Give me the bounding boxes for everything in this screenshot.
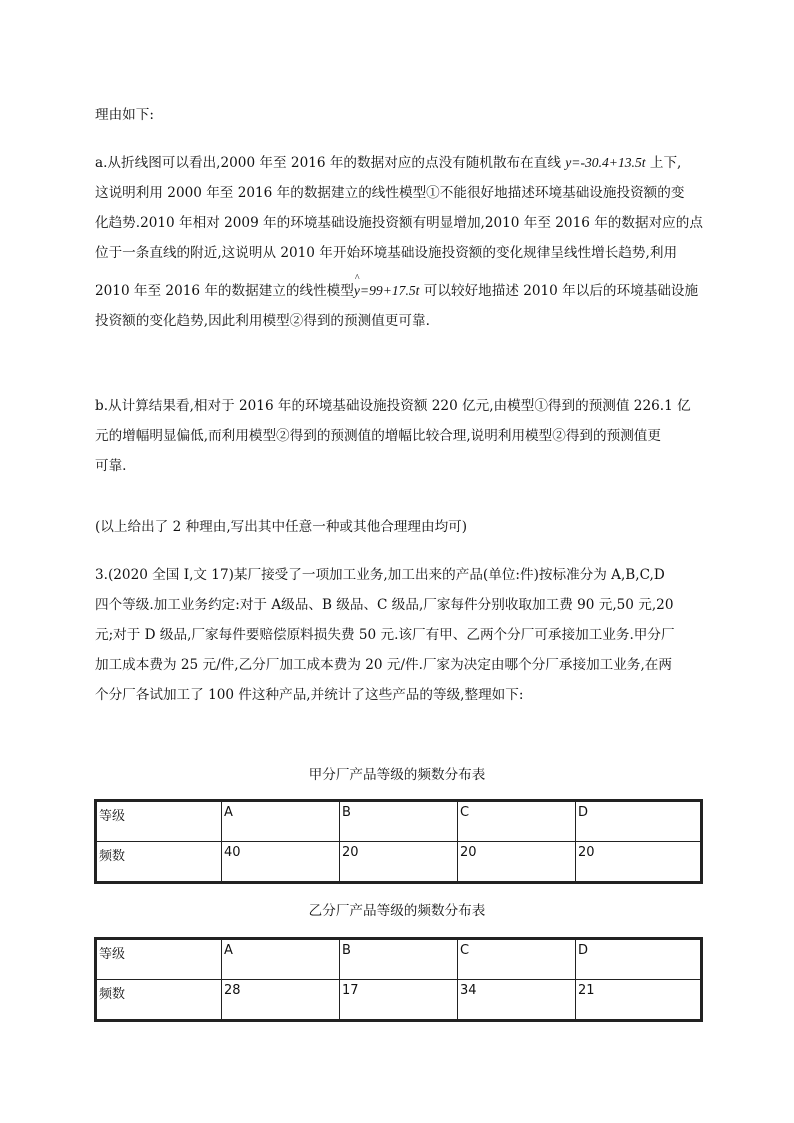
reason-b-line-3: 可靠. — [95, 458, 127, 474]
hat-symbol: ^ — [354, 273, 360, 284]
table-cell: 20 — [340, 842, 458, 883]
problem-3-line-1: 3.(2020 全国 Ⅰ,文 17)某厂接受了一项加工业务,加工出来的产品(单位:件)按标准分为 A,B,C,D — [95, 567, 665, 583]
table-cell: 34 — [458, 980, 576, 1021]
reason-a-line-5 — [95, 273, 705, 306]
problem-3-line-2: 四个等级.加工业务约定:对于 A级品、B 级品、C 级品,厂家每件分别收取加工费 90 元,50 元,20 — [95, 597, 674, 613]
table-cell: B — [340, 801, 458, 842]
problem-3-line-5: 个分厂各试加工了 100 件这种产品,并统计了这些产品的等级,整理如下: — [95, 687, 524, 703]
table-cell: C — [458, 939, 576, 980]
table-cell: B — [340, 939, 458, 980]
reason-a-line-2: 这说明利用 2000 年至 2016 年的数据建立的线性模型①不能很好地描述环境基础设施投资额的变 — [95, 185, 685, 201]
table-cell: 等级 — [96, 801, 222, 842]
reason-a-line-4: 位于一条直线的附近,这说明从 2010 年开始环境基础设施投资额的变化规律呈线性增长趋势,利用 — [95, 245, 678, 261]
reason-a-text: 上下, — [645, 155, 682, 171]
table-cell: 频数 — [96, 980, 222, 1021]
linear-model-2-equation — [353, 273, 360, 306]
frequency-table-yi — [94, 937, 703, 1022]
table-header-row — [96, 801, 702, 842]
note-paragraph — [95, 512, 705, 542]
reasons-heading — [95, 100, 705, 130]
table-cell: 17 — [340, 980, 458, 1021]
reason-b-paragraph — [95, 391, 705, 481]
reason-a-text: 可以较好地描述 2010 年以后的环境基础设施 — [419, 283, 699, 299]
problem-3-line-3: 元;对于 D 级品,厂家每件要赔偿原料损失费 50 元.该厂有甲、乙两个分厂可承接加工业务.甲分厂 — [95, 627, 675, 643]
frequency-table-jia — [94, 799, 703, 884]
table-cell: 20 — [458, 842, 576, 883]
table-cell: 20 — [576, 842, 702, 883]
y-symbol: y — [353, 283, 360, 298]
reason-a-line-1 — [95, 148, 705, 178]
table-1-caption: 甲分厂产品等级的频数分布表 — [308, 767, 486, 783]
table-cell: C — [458, 801, 576, 842]
reason-a-text: a.从折线图可以看出,2000 年至 2016 年的数据对应的点没有随机散布在直线 — [95, 155, 566, 171]
table-row — [96, 842, 702, 883]
reason-a-line-6: 投资额的变化趋势,因此利用模型②得到的预测值更可靠. — [95, 313, 430, 329]
table-header-row — [96, 939, 702, 980]
table-row — [96, 980, 702, 1021]
table-cell: 28 — [222, 980, 340, 1021]
table-cell: 频数 — [96, 842, 222, 883]
table-cell: A — [222, 801, 340, 842]
note-text: (以上给出了 2 种理由,写出其中任意一种或其他合理理由均可) — [95, 519, 468, 535]
table-cell: 等级 — [96, 939, 222, 980]
heading-text: 理由如下: — [95, 107, 154, 123]
table-cell: 40 — [222, 842, 340, 883]
table-cell: D — [576, 801, 702, 842]
reason-b-line-2: 元的增幅明显偏低,而利用模型②得到的预测值的增幅比较合理,说明利用模型②得到的预测值更 — [95, 428, 661, 444]
linear-model-2-rhs: =99+17.5t — [359, 283, 420, 298]
linear-model-1-equation: y=-30.4+13.5t — [565, 155, 646, 170]
reason-a-text: 2010 年至 2016 年的数据建立的线性模型 — [95, 283, 354, 299]
reason-b-line-1: b.从计算结果看,相对于 2016 年的环境基础设施投资额 220 亿元,由模型①得到的预测值 226.1 亿 — [95, 398, 691, 414]
reason-a-line-3: 化趋势.2010 年相对 2009 年的环境基础设施投资额有明显增加,2010 年至 2016 年的数据对应的点 — [95, 215, 703, 231]
table-cell: A — [222, 939, 340, 980]
problem-3-line-4: 加工成本费为 25 元/件,乙分厂加工成本费为 20 元/件.厂家为决定由哪个分厂承接加工业务,在两 — [95, 657, 672, 673]
reason-a-paragraph — [95, 148, 705, 336]
table-cell: D — [576, 939, 702, 980]
problem-3-paragraph — [95, 560, 705, 710]
table-cell: 21 — [576, 980, 702, 1021]
table-2-caption: 乙分厂产品等级的频数分布表 — [308, 903, 486, 919]
